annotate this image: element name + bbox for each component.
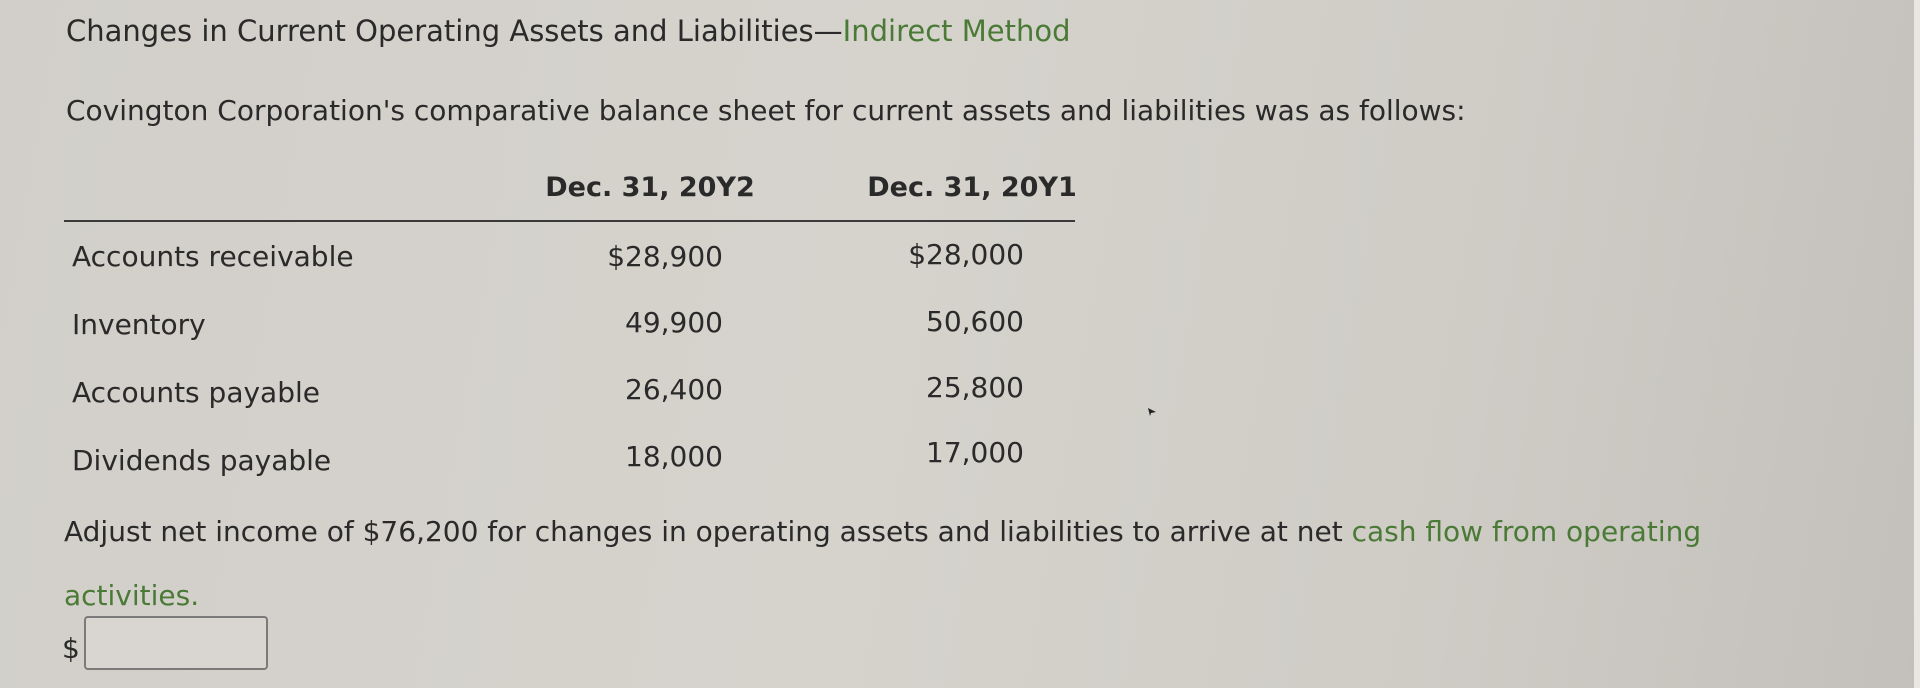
title-main: Changes in Current Operating Assets and Liabilities— [66, 14, 843, 48]
instruction-main: Adjust net income of $76,200 for changes in operating assets and liabilities to arrive at net [64, 515, 1352, 548]
problem-title [66, 14, 1071, 48]
row-label-accounts-payable: Accounts payable [72, 376, 320, 409]
header-rule [64, 220, 1075, 222]
column-header-20y2: Dec. 31, 20Y2 [545, 172, 755, 203]
cell-accounts-receivable-20y2: $28,900 [607, 240, 723, 273]
title-link[interactable]: Indirect Method [842, 14, 1071, 48]
cell-inventory-20y2: 49,900 [625, 306, 723, 339]
instruction-text [64, 500, 1844, 628]
cell-accounts-receivable-20y1: $28,000 [908, 238, 1024, 271]
cell-dividends-payable-20y2: 18,000 [625, 440, 723, 473]
cell-inventory-20y1: 50,600 [926, 305, 1024, 338]
problem-intro: Covington Corporation's comparative balance sheet for current assets and liabilities was as follows: [66, 94, 1466, 127]
column-header-20y1: Dec. 31, 20Y1 [867, 172, 1077, 203]
page-edge [1914, 0, 1920, 688]
instruction-link[interactable]: cash flow from operating activities. [64, 515, 1702, 612]
row-label-accounts-receivable: Accounts receivable [72, 240, 354, 273]
cursor-mark [1148, 408, 1156, 416]
row-label-inventory: Inventory [72, 308, 206, 341]
currency-symbol: $ [62, 632, 80, 665]
row-label-dividends-payable: Dividends payable [72, 444, 332, 477]
net-cash-flow-input[interactable] [84, 616, 268, 670]
cell-accounts-payable-20y1: 25,800 [926, 371, 1024, 404]
cell-accounts-payable-20y2: 26,400 [625, 373, 723, 406]
cell-dividends-payable-20y1: 17,000 [926, 436, 1024, 469]
